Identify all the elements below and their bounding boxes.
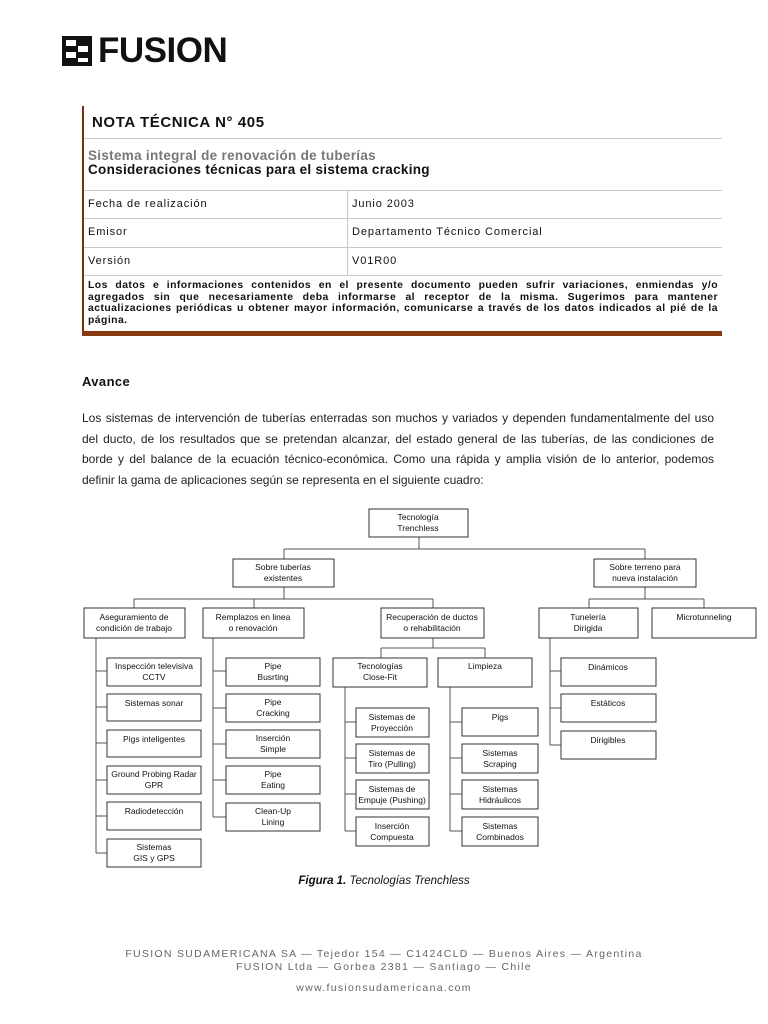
node-label: Compuesta xyxy=(370,832,414,842)
footer-url[interactable]: www.fusionsudamericana.com xyxy=(296,982,472,994)
node-label: CCTV xyxy=(142,672,166,682)
node-label: Radiodetección xyxy=(124,806,184,816)
node-label: Lining xyxy=(261,817,285,827)
node-label: Sistemas xyxy=(482,748,518,758)
node-label: Sistemas de xyxy=(368,712,416,722)
node-label: Dirigibles xyxy=(590,735,626,745)
issuer-value: Departamento Técnico Comercial xyxy=(352,226,543,238)
node-insercion-compuesta xyxy=(356,817,429,846)
node-label: Simple xyxy=(260,744,286,754)
node-pigs xyxy=(462,708,538,736)
node-label: Remplazos en linea xyxy=(215,612,291,622)
node-sobre-terreno xyxy=(594,559,696,587)
node-aseguramiento xyxy=(84,608,185,638)
node-label: Tecnología xyxy=(397,512,439,522)
node-label: Inserción xyxy=(374,821,410,831)
node-label: Tecnologías xyxy=(357,661,403,671)
node-label: Busrting xyxy=(257,672,289,682)
diagram-root-node xyxy=(369,509,468,537)
node-limpieza xyxy=(438,658,532,687)
node-sistemas-sonar xyxy=(107,694,201,721)
node-label: Sistemas xyxy=(482,821,518,831)
node-estaticos xyxy=(561,694,656,722)
node-label: Sobre terreno para xyxy=(609,562,681,572)
node-label: Recuperación de ductos xyxy=(386,612,478,622)
node-sistemas-empuje xyxy=(356,780,429,809)
footer-address-1: FUSION SUDAMERICANA SA — Tejedor 154 — C1424CLD — Buenos Aires — Argentina xyxy=(125,948,643,960)
node-close-fit xyxy=(333,658,427,687)
note-title: NOTA TÉCNICA N° 405 xyxy=(92,114,265,131)
document-subtitle: Sistema integral de renovación de tuberías xyxy=(88,148,376,163)
node-label: Pipe xyxy=(264,661,282,671)
node-label: Ground Probing Radar xyxy=(111,769,197,779)
node-pigs-inteligentes xyxy=(107,730,201,757)
node-pipe-bursting xyxy=(226,658,320,686)
section-body: Los sistemas de intervención de tuberías enterradas son muchos y variados y dependen fundamentalmente del uso del ducto, de los resultados que se pretendan alcanzar, del estado general de las tuberías, de las condiciones de borde y del balance de la ecuación técnico-económica. Como una rápida y amplia visión de lo anterior, podemos definir la gama de aplicaciones según se representa en el siguiente cuadro: xyxy=(82,411,714,487)
node-label: existentes xyxy=(263,573,303,583)
node-label: Close-Fit xyxy=(362,672,398,682)
node-label: Eating xyxy=(260,780,286,790)
node-label: Pipe xyxy=(264,697,282,707)
node-label: Scraping xyxy=(483,759,517,769)
node-dinamicos xyxy=(561,658,656,686)
node-label: Limpieza xyxy=(467,661,503,671)
node-label: Cracking xyxy=(256,708,290,718)
version-value: V01R00 xyxy=(352,255,398,267)
node-label: Tiro (Pulling) xyxy=(368,759,416,769)
node-microtunneling xyxy=(652,608,756,638)
node-label: Hidráulicos xyxy=(478,795,522,805)
node-radiodeteccion xyxy=(107,802,201,830)
node-sistemas-proyeccion xyxy=(356,708,429,737)
figure-caption-text: Tecnologías Trenchless xyxy=(346,875,470,887)
node-label: Sobre tuberías xyxy=(255,562,311,572)
section-title: Avance xyxy=(82,374,131,389)
node-label: Sistemas xyxy=(482,784,518,794)
logo-text: FUSION xyxy=(98,31,228,70)
node-label: Pigs xyxy=(491,712,509,722)
figure-caption-label: Figura 1. xyxy=(298,875,347,887)
node-label: Pigs inteligentes xyxy=(123,734,185,744)
node-recuperacion xyxy=(381,608,484,638)
node-sistemas-scraping xyxy=(462,744,538,773)
figure-caption xyxy=(0,875,768,887)
node-label: Proyección xyxy=(370,723,414,733)
node-sobre-tuberias xyxy=(233,559,334,587)
node-label: Pipe xyxy=(264,769,282,779)
node-label: Dinámicos xyxy=(588,662,628,672)
disclaimer-text: Los datos e informaciones contenidos en el presente documento pueden sufrir variaciones, enmiendas y/o agregados sin que necesariamente deba informarse al receptor de la misma. Sugerimos para mantener actualizaciones periódicas u obtener mayor información, comunicarse a través de los datos indicados al pié de la página. xyxy=(88,280,718,326)
node-label: nueva instalación xyxy=(612,573,678,583)
node-label: Inserción xyxy=(255,733,291,743)
node-label: Clean-Up xyxy=(255,806,291,816)
node-insercion-simple xyxy=(226,730,320,758)
document-title: Consideraciones técnicas para el sistema cracking xyxy=(88,162,430,177)
node-gpr xyxy=(107,766,201,794)
node-label: o rehabilitación xyxy=(403,623,461,633)
node-label: Sistemas xyxy=(136,842,172,852)
node-sistemas-tiro xyxy=(356,744,429,773)
node-label: Inspección televisiva xyxy=(115,661,193,671)
node-label: GIS y GPS xyxy=(133,853,175,863)
footer-address-2: FUSION Ltda — Gorbea 2381 — Santiago — Chile xyxy=(236,961,532,973)
node-label: Sistemas sonar xyxy=(124,698,184,708)
issuer-label: Emisor xyxy=(88,226,128,238)
node-tuneleria xyxy=(539,608,638,638)
node-label: o renovación xyxy=(228,623,278,633)
node-dirigibles xyxy=(561,731,656,759)
node-label: GPR xyxy=(144,780,164,790)
node-label: Combinados xyxy=(476,832,524,842)
node-label: Microtunneling xyxy=(676,612,732,622)
node-pipe-cracking xyxy=(226,694,320,722)
date-value: Junio 2003 xyxy=(352,198,415,210)
date-label: Fecha de realización xyxy=(88,198,208,210)
node-sistemas-combinados xyxy=(462,817,538,846)
node-label: Estáticos xyxy=(590,698,626,708)
node-inspeccion-cctv xyxy=(107,658,201,686)
node-label: Aseguramiento de xyxy=(99,612,169,622)
node-label: Empuje (Pushing) xyxy=(358,795,426,805)
node-label: condición de trabajo xyxy=(95,623,173,633)
node-label: Trenchless xyxy=(397,523,439,533)
node-label: Sistemas de xyxy=(368,748,416,758)
node-label: Tunelería xyxy=(570,612,606,622)
node-gis-gps xyxy=(107,839,201,867)
node-pipe-eating xyxy=(226,766,320,794)
node-remplazos xyxy=(203,608,304,638)
version-label: Versión xyxy=(88,255,131,267)
node-clean-up-lining xyxy=(226,803,320,831)
node-label: Dirigida xyxy=(573,623,603,633)
node-sistemas-hidraulicos xyxy=(462,780,538,809)
node-label: Sistemas de xyxy=(368,784,416,794)
